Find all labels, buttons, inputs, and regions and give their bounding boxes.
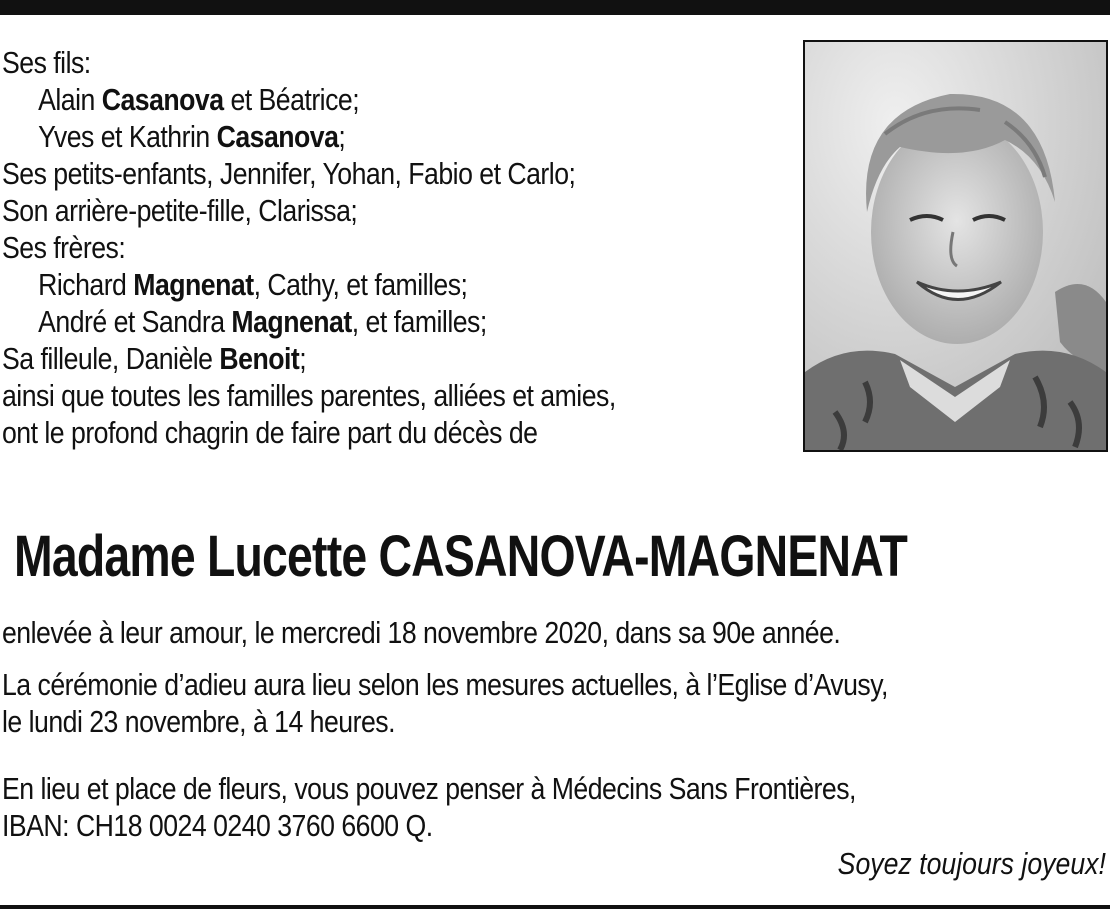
- brothers-heading: Ses frères:: [2, 230, 126, 265]
- surname: Magnenat: [133, 267, 254, 302]
- son-line-1: Alain Casanova et Béatrice;: [38, 82, 360, 117]
- grandchildren-line: Ses petits-enfants, Jennifer, Yohan, Fabio et Carlo;: [2, 156, 576, 191]
- announcement-line: ont le profond chagrin de faire part du décès de: [2, 415, 538, 450]
- top-rule: [0, 0, 1110, 15]
- donation-notice: [2, 770, 1108, 844]
- death-line: enlevée à leur amour, le mercredi 18 novembre 2020, dans sa 90e année.: [2, 615, 841, 650]
- brother-line-2: André et Sandra Magnenat, et familles;: [38, 304, 487, 339]
- surname: Benoit: [219, 341, 300, 376]
- deceased-name: Madame Lucette CASANOVA-MAGNENAT: [14, 524, 908, 589]
- ceremony-notice: [2, 666, 1108, 740]
- surname: Casanova: [216, 119, 339, 154]
- son-line-2: Yves et Kathrin Casanova;: [38, 119, 346, 154]
- brother-line-1: Richard Magnenat, Cathy, et familles;: [38, 267, 468, 302]
- donation-line-1: En lieu et place de fleurs, vous pouvez penser à Médecins Sans Frontières,: [2, 771, 856, 806]
- ceremony-line-1: La cérémonie d’adieu aura lieu selon les mesures actuelles, à l’Eglise d’Avusy,: [2, 667, 888, 702]
- bottom-rule: [0, 905, 1110, 909]
- iban-line: IBAN: CH18 0024 0240 3760 6600 Q.: [2, 808, 433, 843]
- great-granddaughter-line: Son arrière-petite-fille, Clarissa;: [2, 193, 358, 228]
- relatives-line: ainsi que toutes les familles parentes, alliées et amies,: [2, 378, 616, 413]
- surname: Casanova: [101, 82, 224, 117]
- goddaughter-line: Sa filleule, Danièle Benoit;: [2, 341, 307, 376]
- family-list: [2, 44, 792, 451]
- death-notice: [2, 614, 1108, 651]
- ceremony-line-2: le lundi 23 novembre, à 14 heures.: [2, 704, 395, 739]
- sons-heading: Ses fils:: [2, 45, 91, 80]
- portrait-image: [805, 42, 1106, 450]
- surname: Magnenat: [231, 304, 352, 339]
- closing-phrase: Soyez toujours joyeux!: [837, 846, 1106, 881]
- portrait-photo: [803, 40, 1108, 452]
